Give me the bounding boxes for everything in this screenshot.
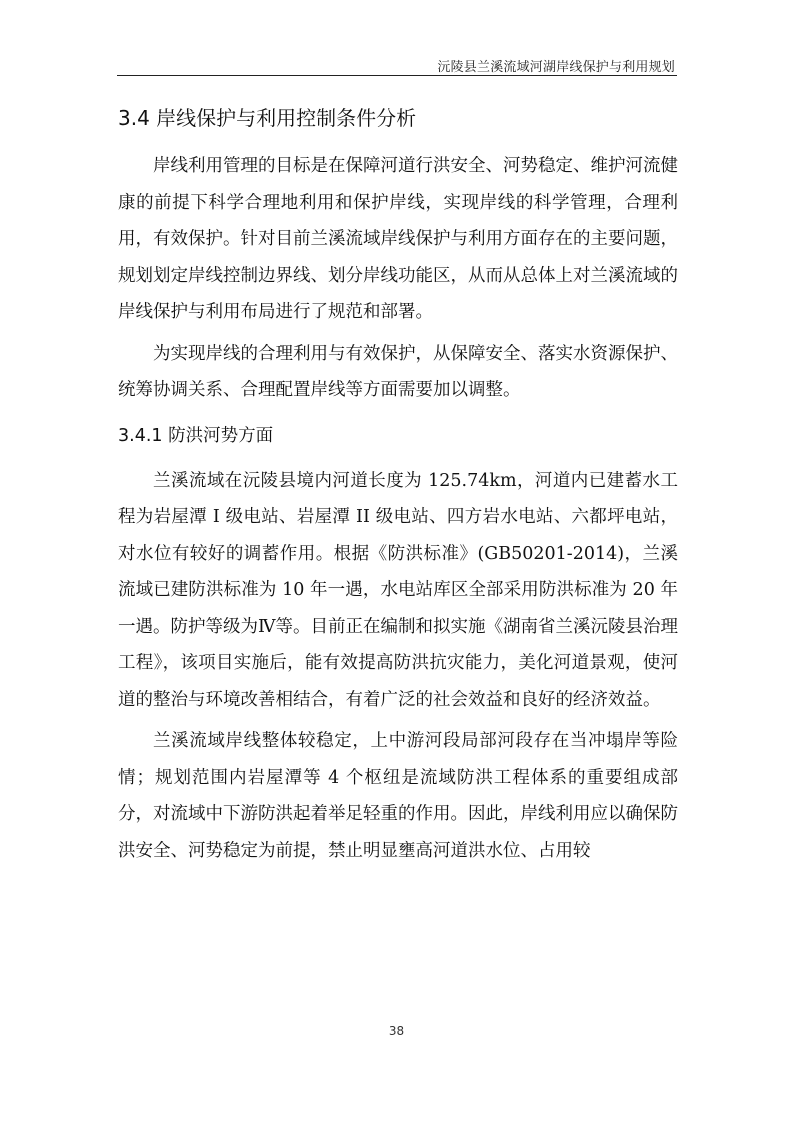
section-heading: 3.4 岸线保护与利用控制条件分析	[118, 106, 417, 130]
page-number: 38	[388, 1024, 405, 1038]
page-body	[118, 100, 678, 874]
subsection-paragraph-1: 兰溪流域在沅陵县境内河道长度为 125.74km，河道内已建蓄水工程为岩屋潭 I 级电站、岩屋潭 II 级电站、四方岩水电站、六都坪电站，对水位有较好的调蓄作用。根据《防洪标准》(GB50201-2014)，兰溪流域已建防洪标准为 10 年一遇，水电站库区全部采用防洪标准为 20 年一遇。防护等级为Ⅳ等。目前正在编制和拟实施《湖南省兰溪沅陵县治理工程》，该项目实施后，能有效提高防洪抗灾能力，美化河道景观，使河道的整治与环境改善相结合，有着广泛的社会效益和良好的经济效益。	[118, 470, 678, 710]
header-divider	[117, 75, 677, 76]
subsection-paragraph-2: 兰溪流域岸线整体较稳定，上中游河段局部河段存在当冲塌岸等险情；规划范围内岩屋潭等 4 个枢纽是流域防洪工程体系的重要组成部分，对流域中下游防洪起着举足轻重的作用。因此，岸线利用应以确保防洪安全、河势稳定为前提，禁止明显壅高河道洪水位、占用较	[118, 731, 678, 861]
section-paragraph-2: 为实现岸线的合理利用与有效保护，从保障安全、落实水资源保护、统筹协调关系、合理配置岸线等方面需要加以调整。	[118, 343, 678, 400]
running-header: 沅陵县兰溪流域河湖岸线保护与利用规划	[437, 60, 675, 75]
section-paragraph-1: 岸线利用管理的目标是在保障河道行洪安全、河势稳定、维护河流健康的前提下科学合理地利用和保护岸线，实现岸线的科学管理，合理利用，有效保护。针对目前兰溪流域岸线保护与利用方面存在的主要问题，规划划定岸线控制边界线、划分岸线功能区，从而从总体上对兰溪流域的岸线保护与利用布局进行了规范和部署。	[118, 156, 678, 322]
subsection-heading: 3.4.1 防洪河势方面	[118, 425, 274, 446]
